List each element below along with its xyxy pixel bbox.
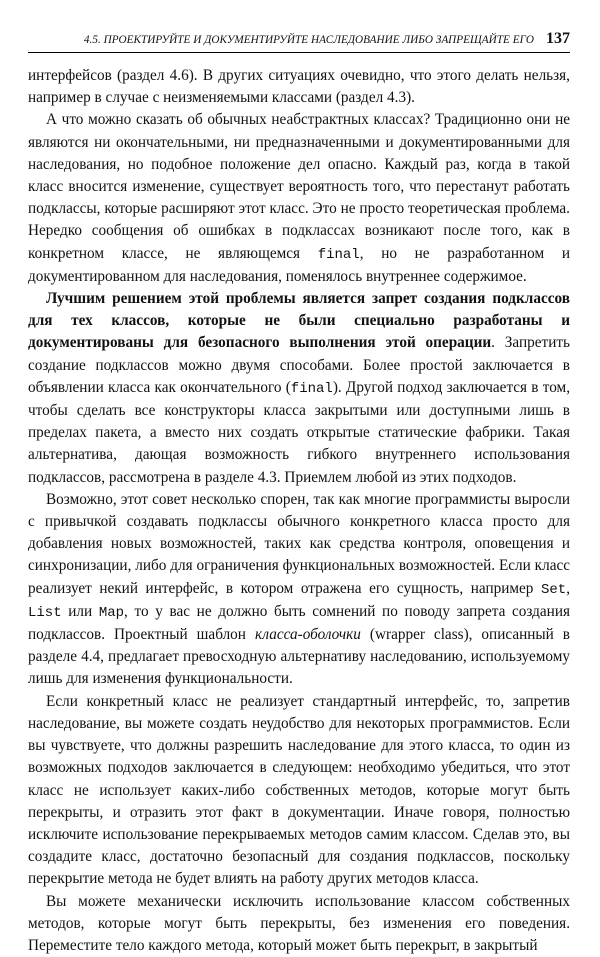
code-final: final xyxy=(290,380,333,397)
paragraph-continuation: интерфейсов (раздел 4.6). В других ситуациях очевидно, что этого делать нельзя, например в случае с неизменяемыми классами (раздел 4.3). xyxy=(28,67,570,107)
paragraph-best-solution: Лучшим решением этой проблемы является запрет создания подклассов для тех классов, которые не были специально разработаны и документированы для безопасного выполнения этой операции. Запретить создание подклассов можно двумя способами. Более простой заключается в объявлении класса как окончательного (final). Другой подход заключается в том, чтобы сделать все конструкторы класса закрытыми или доступными лишь в пределах пакета, а вместо них создать открытые статические фабрики. Такая альтернатива, дающая возможность гибкого внутреннего использования подклассов, рассмотрена в разделе 4.3. Приемлем любой из этих подходов. xyxy=(28,290,570,486)
code-map: Map xyxy=(98,604,125,621)
code-set: Set xyxy=(540,581,567,598)
page-number: 137 xyxy=(546,30,570,47)
bold-recommendation: Лучшим решением этой проблемы является запрет создания подклассов для тех классов, которые не были специально разработаны и документированы для безопасного выполнения этой операции xyxy=(28,290,570,352)
code-list: List xyxy=(28,604,62,621)
italic-wrapper-class: класса-оболочки xyxy=(254,626,361,644)
paragraph-allow-inheritance: Если конкретный класс не реализует стандартный интерфейс, то, запретив наследование, вы можете создать неудобство для некоторых программистов. Если вы чувствуете, что должны разрешить наследование для этого класса, то один из возможных подходов заключается в следующем: необходимо убедиться, что этот класс не использует каких-либо собственных методов, которые могут быть перекрыты, и отразить этот факт в документации. Иначе говоря, полностью исключите использование перекрываемых методов самим классом. Сделав это, вы создадите класс, достаточно безопасный для создания подклассов, поскольку перекрытие метода не будет влиять на работу других методов класса. xyxy=(28,692,570,888)
section-title: 4.5. ПРОЕКТИРУЙТЕ И ДОКУМЕНТИРУЙТЕ НАСЛЕДОВАНИЕ ЛИБО ЗАПРЕЩАЙТЕ ЕГО xyxy=(83,34,534,46)
code-final: final xyxy=(317,246,360,263)
paragraph-controversial-advice: Возможно, этот совет несколько спорен, так как многие программисты выросли с привычкой создавать подклассы обычного конкретного класса просто для добавления новых возможностей, таких как средства контроля, оповещения и синхронизации, либо для ограничения функциональных возможностей. Если класс реализует некий интерфейс, в котором отражена его сущность, например Set, List или Map, то у вас не должно быть сомнений по поводу запрета создания подклассов. Проектный шаблон класса-оболочки (wrapper class), описанный в разделе 4.4, предлагает превосходную альтернативу наследованию, используемому лишь для изменения функциональности. xyxy=(28,490,571,688)
body-text xyxy=(28,65,570,957)
paragraph-mechanical-elimination: Вы можете механически исключить использование классом собственных методов, которые могут быть перекрыты, без изменения его поведения. Переместите тело каждого метода, который может быть перекрыт, в закрытый xyxy=(28,892,570,954)
paragraph-nonabstract-classes: А что можно сказать об обычных неабстрактных классах? Традиционно они не являются ни окончательными, ни предназначенными и документированными для наследования, но подобное положение дел опасно. Каждый раз, когда в такой класс вносится изменение, существует вероятность того, что перестанут работать подклассы, которые расширяют этот класс. Это не просто теоретическая проблема. Нередко сообщения об ошибках в подклассах возникают после того, как в конкретном классе, не являющемся final, но не разработанном и документированном для наследования, поменялось внутреннее содержимое. xyxy=(28,111,570,285)
running-header xyxy=(28,30,570,53)
